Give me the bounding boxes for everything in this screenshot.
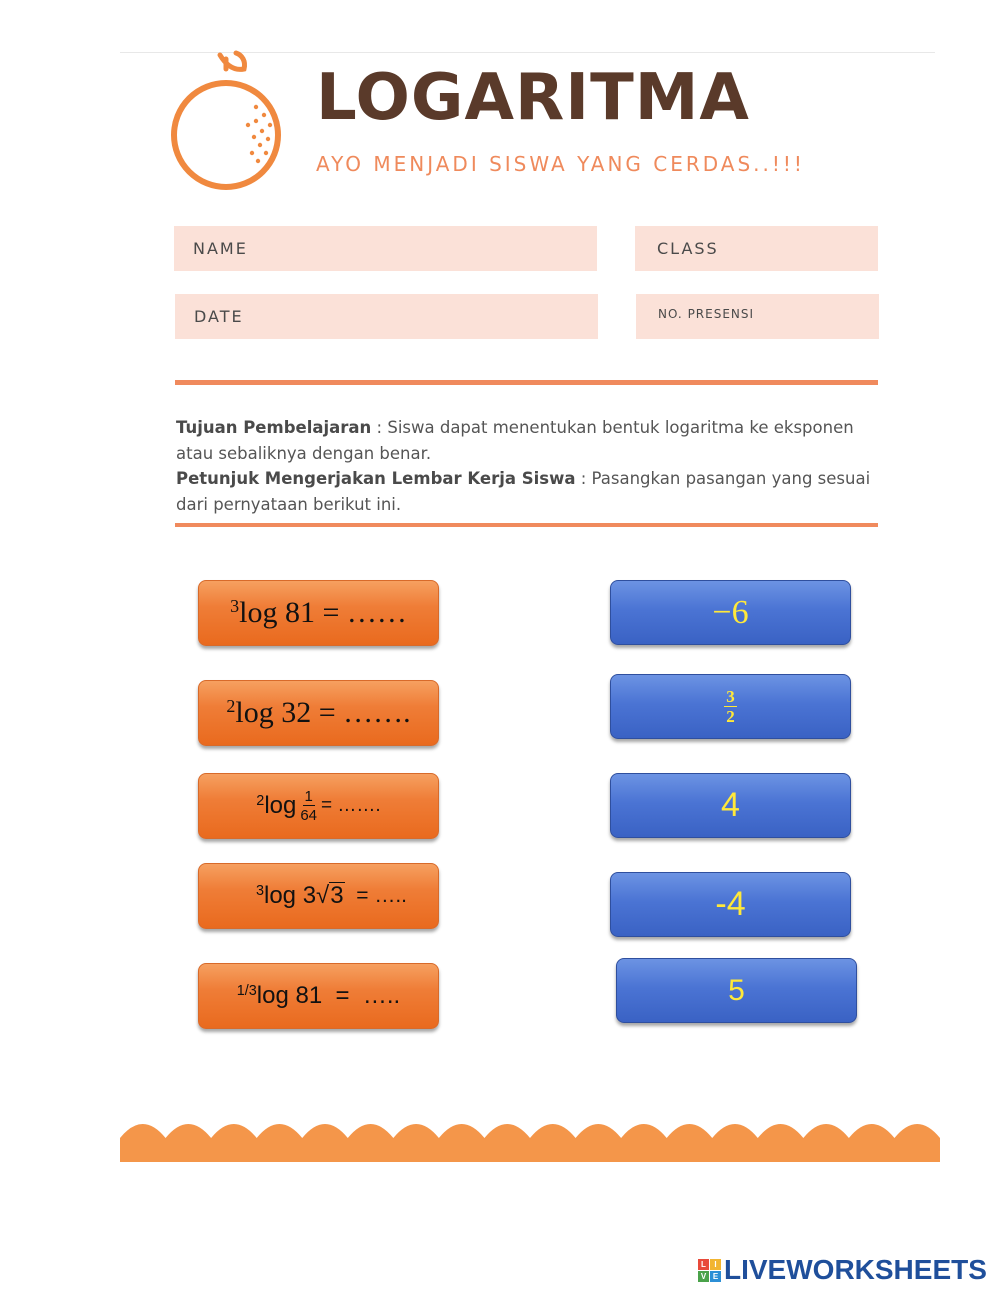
question-3-suffix: = ……. [321, 795, 381, 816]
brand-mark-e: E [710, 1271, 721, 1282]
answer-3-value: 4 [721, 786, 740, 824]
question-card-5[interactable] [198, 963, 439, 1029]
brand-mark-v: V [698, 1271, 709, 1282]
date-field[interactable] [175, 294, 598, 339]
presensi-field[interactable] [636, 294, 879, 339]
objective-paragraph [176, 415, 876, 466]
answer-card-3[interactable] [610, 773, 851, 838]
objective-text: : Siswa dapat menentukan bentuk logaritma ke eksponen atau sebaliknya dengan benar. [176, 418, 854, 463]
question-1-text: log 81 = …… [239, 596, 407, 629]
brand-mark-i: I [710, 1259, 721, 1270]
class-label: CLASS [657, 239, 719, 258]
question-3-denominator: 64 [300, 807, 318, 824]
name-field[interactable] [174, 226, 597, 271]
presensi-label: NO. PRESENSI [658, 306, 755, 321]
question-card-1[interactable] [198, 580, 439, 646]
worksheet-title: LOGARITMA [316, 61, 750, 135]
instructions-block [176, 415, 876, 517]
answer-card-4[interactable] [610, 872, 851, 937]
question-3-numerator: 1 [304, 788, 313, 805]
orange-fruit-icon [160, 45, 290, 195]
question-4-suffix: = ….. [344, 884, 408, 907]
question-5-base: 1/3 [236, 982, 257, 999]
answer-5-value: 5 [728, 973, 745, 1007]
question-4-sqrt [316, 882, 345, 910]
answer-card-2[interactable] [610, 674, 851, 739]
answer-card-1[interactable] [610, 580, 851, 645]
answer-1-value: −6 [712, 593, 749, 631]
class-field[interactable] [635, 226, 878, 271]
question-3-prefix: log [264, 792, 297, 819]
scalloped-border-decoration [120, 1112, 940, 1162]
question-card-4[interactable] [198, 863, 439, 929]
directions-paragraph [176, 466, 876, 517]
brand-mark-l: L [698, 1259, 709, 1270]
directions-label: Petunjuk Mengerjakan Lembar Kerja Siswa [176, 469, 576, 488]
question-2-text: log 32 = ……. [235, 696, 411, 729]
question-3-fraction [300, 789, 317, 823]
question-1-base: 3 [230, 596, 240, 617]
name-label: NAME [193, 239, 248, 258]
answer-2-denominator: 2 [726, 707, 735, 726]
question-4-prefix: log 3 [264, 882, 317, 909]
worksheet-subtitle: AYO MENJADI SISWA YANG CERDAS..!!! [316, 152, 805, 176]
answer-card-5[interactable] [616, 958, 857, 1023]
date-label: DATE [194, 307, 244, 326]
question-5-text: log 81 = ….. [256, 982, 401, 1009]
question-2-base: 2 [226, 696, 236, 717]
brand-name: LIVEWORKSHEETS [724, 1254, 987, 1285]
question-card-2[interactable] [198, 680, 439, 746]
directions-text: : Pasangkan pasangan yang sesuai dari pernyataan berikut ini. [176, 469, 871, 514]
answer-2-fraction [724, 688, 737, 725]
liveworksheets-logo[interactable] [698, 1254, 987, 1286]
question-4-base: 3 [255, 882, 264, 899]
sqrt-sign-icon: √ [316, 882, 330, 909]
divider-top [175, 380, 878, 385]
question-4-radicand: 3 [330, 882, 344, 909]
question-3-base: 2 [256, 792, 265, 809]
answer-4-value: -4 [715, 885, 746, 923]
objective-label: Tujuan Pembelajaran [176, 418, 372, 437]
answer-2-numerator: 3 [726, 687, 735, 706]
divider-bottom [175, 523, 878, 527]
question-card-3[interactable] [198, 773, 439, 839]
brand-mark-icon [698, 1259, 721, 1282]
